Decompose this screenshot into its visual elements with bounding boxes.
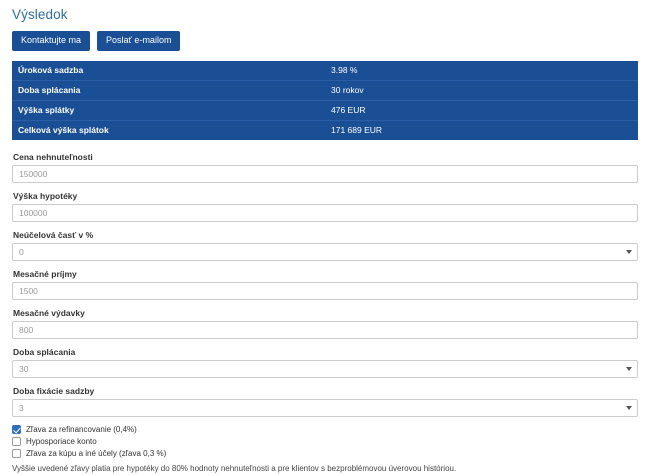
rate-fixation-select[interactable]	[12, 399, 638, 417]
result-label: Celková výška splátok	[18, 125, 109, 135]
field-property-price	[12, 152, 638, 183]
field-rate-fixation	[12, 386, 638, 417]
checkbox-label: Hyposporiace konto	[26, 437, 97, 446]
result-label: Úroková sadzba	[18, 65, 84, 75]
page-title: Výsledok	[12, 7, 68, 22]
checkbox-row-refinancing[interactable]	[12, 425, 638, 434]
field-monthly-expenses	[12, 308, 638, 339]
mortgage-amount-input[interactable]	[12, 204, 638, 222]
repayment-duration-select[interactable]	[12, 360, 638, 378]
result-label: Výška splátky	[18, 105, 75, 115]
non-purpose-part-select[interactable]	[12, 243, 638, 261]
field-mortgage-amount	[12, 191, 638, 222]
checkbox-savings-account[interactable]	[12, 437, 21, 446]
field-non-purpose-part	[12, 230, 638, 261]
non-purpose-part-label: Neúčelová časť v %	[13, 230, 94, 240]
results-table	[12, 61, 638, 140]
send-email-button[interactable]: Poslať e-mailom	[97, 31, 180, 51]
checkbox-purchase-discount[interactable]	[12, 449, 21, 458]
discount-note: Vyššie uvedené zľavy platia pre hypotéky do 80% hodnoty nehnuteľnosti a pre klientov s bezproblémovou úverovou históriou.	[12, 464, 457, 473]
rate-fixation-select-wrap	[12, 399, 638, 417]
checkbox-refinancing[interactable]	[12, 425, 21, 434]
checkbox-label: Zľava za refinancovanie (0,4%)	[26, 425, 137, 434]
checkbox-row-savings-account[interactable]	[12, 437, 638, 446]
repayment-duration-label: Doba splácania	[13, 347, 76, 357]
table-row	[12, 121, 638, 141]
checkbox-label: Zľava za kúpu a iné účely (zľava 0,3 %)	[26, 449, 167, 458]
rate-fixation-label: Doba fixácie sadzby	[13, 386, 95, 396]
result-value: 171 689 EUR	[331, 125, 383, 135]
repayment-duration-select-wrap	[12, 360, 638, 378]
mortgage-calculator-page	[0, 7, 650, 475]
table-row	[12, 101, 638, 121]
monthly-income-label: Mesačné príjmy	[13, 269, 77, 279]
result-value: 30 rokov	[331, 85, 364, 95]
table-row	[12, 61, 638, 81]
field-repayment-duration	[12, 347, 638, 378]
monthly-income-input[interactable]	[12, 282, 638, 300]
action-button-row	[12, 31, 638, 51]
field-monthly-income	[12, 269, 638, 300]
monthly-expenses-label: Mesačné výdavky	[13, 308, 85, 318]
result-value: 3.98 %	[331, 65, 358, 75]
table-row	[12, 81, 638, 101]
result-value: 476 EUR	[331, 105, 366, 115]
contact-me-button[interactable]: Kontaktujte ma	[12, 31, 90, 51]
property-price-label: Cena nehnuteľnosti	[13, 152, 93, 162]
monthly-expenses-input[interactable]	[12, 321, 638, 339]
mortgage-amount-label: Výška hypotéky	[13, 191, 78, 201]
discount-checkbox-group	[12, 425, 638, 458]
result-label: Doba splácania	[18, 85, 81, 95]
property-price-input[interactable]	[12, 165, 638, 183]
checkbox-row-purchase-discount[interactable]	[12, 449, 638, 458]
non-purpose-part-select-wrap	[12, 243, 638, 261]
